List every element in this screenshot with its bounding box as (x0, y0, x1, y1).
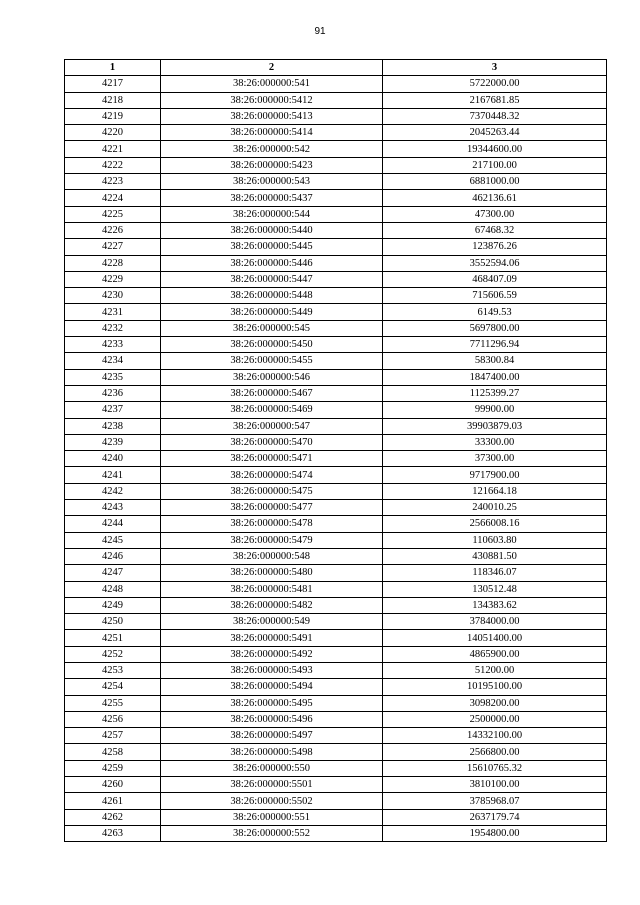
row-number-cell: 4236 (65, 385, 161, 401)
row-number-cell: 4223 (65, 174, 161, 190)
row-number-cell: 4241 (65, 467, 161, 483)
row-number-cell: 4221 (65, 141, 161, 157)
table-row (65, 679, 607, 695)
value-cell: 217100.00 (383, 157, 607, 173)
table-row (65, 271, 607, 287)
table-row (65, 662, 607, 678)
cadastral-value-table (64, 59, 607, 842)
cadastral-id-cell: 38:26:000000:5450 (161, 337, 383, 353)
row-number-cell: 4228 (65, 255, 161, 271)
value-cell: 123876.26 (383, 239, 607, 255)
cadastral-id-cell: 38:26:000000:5448 (161, 288, 383, 304)
value-cell: 33300.00 (383, 434, 607, 450)
cadastral-id-cell: 38:26:000000:5498 (161, 744, 383, 760)
row-number-cell: 4234 (65, 353, 161, 369)
table-row (65, 548, 607, 564)
table-row (65, 825, 607, 841)
value-cell: 7370448.32 (383, 108, 607, 124)
cadastral-id-cell: 38:26:000000:5414 (161, 125, 383, 141)
row-number-cell: 4217 (65, 76, 161, 92)
cadastral-id-cell: 38:26:000000:5496 (161, 711, 383, 727)
table-row (65, 532, 607, 548)
table-row (65, 695, 607, 711)
table-row (65, 125, 607, 141)
row-number-cell: 4246 (65, 548, 161, 564)
value-cell: 51200.00 (383, 662, 607, 678)
value-cell: 47300.00 (383, 206, 607, 222)
value-cell: 2167681.85 (383, 92, 607, 108)
value-cell: 19344600.00 (383, 141, 607, 157)
row-number-cell: 4218 (65, 92, 161, 108)
value-cell: 2500000.00 (383, 711, 607, 727)
value-cell: 1847400.00 (383, 369, 607, 385)
value-cell: 4865900.00 (383, 646, 607, 662)
table-row (65, 92, 607, 108)
row-number-cell: 4258 (65, 744, 161, 760)
cadastral-id-cell: 38:26:000000:5479 (161, 532, 383, 548)
value-cell: 430881.50 (383, 548, 607, 564)
row-number-cell: 4231 (65, 304, 161, 320)
row-number-cell: 4230 (65, 288, 161, 304)
row-number-cell: 4251 (65, 630, 161, 646)
row-number-cell: 4240 (65, 451, 161, 467)
cadastral-id-cell: 38:26:000000:5445 (161, 239, 383, 255)
column-header-cadastral-id: 2 (161, 60, 383, 76)
row-number-cell: 4250 (65, 614, 161, 630)
row-number-cell: 4247 (65, 565, 161, 581)
cadastral-id-cell: 38:26:000000:541 (161, 76, 383, 92)
cadastral-id-cell: 38:26:000000:5471 (161, 451, 383, 467)
table-row (65, 337, 607, 353)
value-cell: 7711296.94 (383, 337, 607, 353)
row-number-cell: 4252 (65, 646, 161, 662)
table-row (65, 500, 607, 516)
value-cell: 6149.53 (383, 304, 607, 320)
table-header (65, 60, 607, 76)
row-number-cell: 4261 (65, 793, 161, 809)
row-number-cell: 4229 (65, 271, 161, 287)
row-number-cell: 4257 (65, 728, 161, 744)
value-cell: 2566008.16 (383, 516, 607, 532)
row-number-cell: 4244 (65, 516, 161, 532)
cadastral-id-cell: 38:26:000000:5455 (161, 353, 383, 369)
table-row (65, 565, 607, 581)
table-row (65, 630, 607, 646)
table-row (65, 353, 607, 369)
cadastral-id-cell: 38:26:000000:5470 (161, 434, 383, 450)
row-number-cell: 4220 (65, 125, 161, 141)
table-row (65, 728, 607, 744)
value-cell: 5697800.00 (383, 320, 607, 336)
cadastral-id-cell: 38:26:000000:5494 (161, 679, 383, 695)
value-cell: 2566800.00 (383, 744, 607, 760)
table-row (65, 288, 607, 304)
table-row (65, 597, 607, 613)
cadastral-id-cell: 38:26:000000:5501 (161, 777, 383, 793)
value-cell: 3785968.07 (383, 793, 607, 809)
table-row (65, 108, 607, 124)
row-number-cell: 4232 (65, 320, 161, 336)
cadastral-id-cell: 38:26:000000:5467 (161, 385, 383, 401)
row-number-cell: 4225 (65, 206, 161, 222)
table-row (65, 320, 607, 336)
cadastral-id-cell: 38:26:000000:549 (161, 614, 383, 630)
table-row (65, 157, 607, 173)
value-cell: 1125399.27 (383, 385, 607, 401)
table-row (65, 793, 607, 809)
value-cell: 3552594.06 (383, 255, 607, 271)
table-row (65, 777, 607, 793)
table-row (65, 402, 607, 418)
value-cell: 3810100.00 (383, 777, 607, 793)
table-row (65, 206, 607, 222)
cadastral-id-cell: 38:26:000000:5412 (161, 92, 383, 108)
value-cell: 468407.09 (383, 271, 607, 287)
cadastral-id-cell: 38:26:000000:5481 (161, 581, 383, 597)
value-cell: 462136.61 (383, 190, 607, 206)
row-number-cell: 4249 (65, 597, 161, 613)
value-cell: 121664.18 (383, 483, 607, 499)
table-row (65, 467, 607, 483)
cadastral-id-cell: 38:26:000000:5437 (161, 190, 383, 206)
row-number-cell: 4219 (65, 108, 161, 124)
row-number-cell: 4253 (65, 662, 161, 678)
value-cell: 130512.48 (383, 581, 607, 597)
cadastral-id-cell: 38:26:000000:5477 (161, 500, 383, 516)
table-row (65, 418, 607, 434)
table-row (65, 255, 607, 271)
row-number-cell: 4248 (65, 581, 161, 597)
cadastral-id-cell: 38:26:000000:5502 (161, 793, 383, 809)
row-number-cell: 4238 (65, 418, 161, 434)
table-row (65, 304, 607, 320)
value-cell: 2045263.44 (383, 125, 607, 141)
cadastral-id-cell: 38:26:000000:5478 (161, 516, 383, 532)
table-row (65, 434, 607, 450)
row-number-cell: 4255 (65, 695, 161, 711)
cadastral-id-cell: 38:26:000000:546 (161, 369, 383, 385)
cadastral-id-cell: 38:26:000000:548 (161, 548, 383, 564)
cadastral-id-cell: 38:26:000000:5413 (161, 108, 383, 124)
value-cell: 240010.25 (383, 500, 607, 516)
table-body (65, 76, 607, 842)
cadastral-id-cell: 38:26:000000:5491 (161, 630, 383, 646)
value-cell: 1954800.00 (383, 825, 607, 841)
row-number-cell: 4233 (65, 337, 161, 353)
value-cell: 3098200.00 (383, 695, 607, 711)
table-row (65, 451, 607, 467)
cadastral-id-cell: 38:26:000000:5493 (161, 662, 383, 678)
value-cell: 14051400.00 (383, 630, 607, 646)
header-row (65, 60, 607, 76)
cadastral-id-cell: 38:26:000000:544 (161, 206, 383, 222)
value-cell: 10195100.00 (383, 679, 607, 695)
row-number-cell: 4242 (65, 483, 161, 499)
cadastral-id-cell: 38:26:000000:5446 (161, 255, 383, 271)
table-row (65, 711, 607, 727)
table-row (65, 385, 607, 401)
table-row (65, 581, 607, 597)
value-cell: 6881000.00 (383, 174, 607, 190)
cadastral-id-cell: 38:26:000000:5495 (161, 695, 383, 711)
table-row (65, 190, 607, 206)
page-number: 91 (314, 26, 326, 37)
cadastral-id-cell: 38:26:000000:5480 (161, 565, 383, 581)
cadastral-id-cell: 38:26:000000:5474 (161, 467, 383, 483)
row-number-cell: 4243 (65, 500, 161, 516)
cadastral-id-cell: 38:26:000000:5482 (161, 597, 383, 613)
row-number-cell: 4222 (65, 157, 161, 173)
row-number-cell: 4263 (65, 825, 161, 841)
cadastral-id-cell: 38:26:000000:5440 (161, 222, 383, 238)
row-number-cell: 4239 (65, 434, 161, 450)
row-number-cell: 4226 (65, 222, 161, 238)
row-number-cell: 4227 (65, 239, 161, 255)
column-header-value: 3 (383, 60, 607, 76)
cadastral-id-cell: 38:26:000000:542 (161, 141, 383, 157)
table-row (65, 174, 607, 190)
table-row (65, 483, 607, 499)
value-cell: 715606.59 (383, 288, 607, 304)
value-cell: 118346.07 (383, 565, 607, 581)
row-number-cell: 4224 (65, 190, 161, 206)
table-row (65, 744, 607, 760)
value-cell: 5722000.00 (383, 76, 607, 92)
row-number-cell: 4254 (65, 679, 161, 695)
cadastral-id-cell: 38:26:000000:545 (161, 320, 383, 336)
value-cell: 14332100.00 (383, 728, 607, 744)
cadastral-id-cell: 38:26:000000:5449 (161, 304, 383, 320)
value-cell: 67468.32 (383, 222, 607, 238)
cadastral-id-cell: 38:26:000000:5492 (161, 646, 383, 662)
value-cell: 110603.80 (383, 532, 607, 548)
table-row (65, 614, 607, 630)
value-cell: 3784000.00 (383, 614, 607, 630)
cadastral-id-cell: 38:26:000000:550 (161, 760, 383, 776)
table-row (65, 141, 607, 157)
value-cell: 58300.84 (383, 353, 607, 369)
cadastral-id-cell: 38:26:000000:543 (161, 174, 383, 190)
cadastral-id-cell: 38:26:000000:551 (161, 809, 383, 825)
column-header-number: 1 (65, 60, 161, 76)
cadastral-id-cell: 38:26:000000:5469 (161, 402, 383, 418)
row-number-cell: 4259 (65, 760, 161, 776)
value-cell: 39903879.03 (383, 418, 607, 434)
row-number-cell: 4256 (65, 711, 161, 727)
table-row (65, 239, 607, 255)
table-row (65, 222, 607, 238)
cadastral-id-cell: 38:26:000000:5475 (161, 483, 383, 499)
row-number-cell: 4237 (65, 402, 161, 418)
value-cell: 2637179.74 (383, 809, 607, 825)
cadastral-id-cell: 38:26:000000:552 (161, 825, 383, 841)
cadastral-id-cell: 38:26:000000:547 (161, 418, 383, 434)
table-row (65, 76, 607, 92)
table-row (65, 646, 607, 662)
row-number-cell: 4245 (65, 532, 161, 548)
value-cell: 15610765.32 (383, 760, 607, 776)
row-number-cell: 4260 (65, 777, 161, 793)
row-number-cell: 4235 (65, 369, 161, 385)
value-cell: 9717900.00 (383, 467, 607, 483)
value-cell: 99900.00 (383, 402, 607, 418)
value-cell: 37300.00 (383, 451, 607, 467)
row-number-cell: 4262 (65, 809, 161, 825)
cadastral-id-cell: 38:26:000000:5447 (161, 271, 383, 287)
table-row (65, 516, 607, 532)
cadastral-id-cell: 38:26:000000:5497 (161, 728, 383, 744)
table-row (65, 760, 607, 776)
value-cell: 134383.62 (383, 597, 607, 613)
table-row (65, 809, 607, 825)
table-row (65, 369, 607, 385)
cadastral-id-cell: 38:26:000000:5423 (161, 157, 383, 173)
